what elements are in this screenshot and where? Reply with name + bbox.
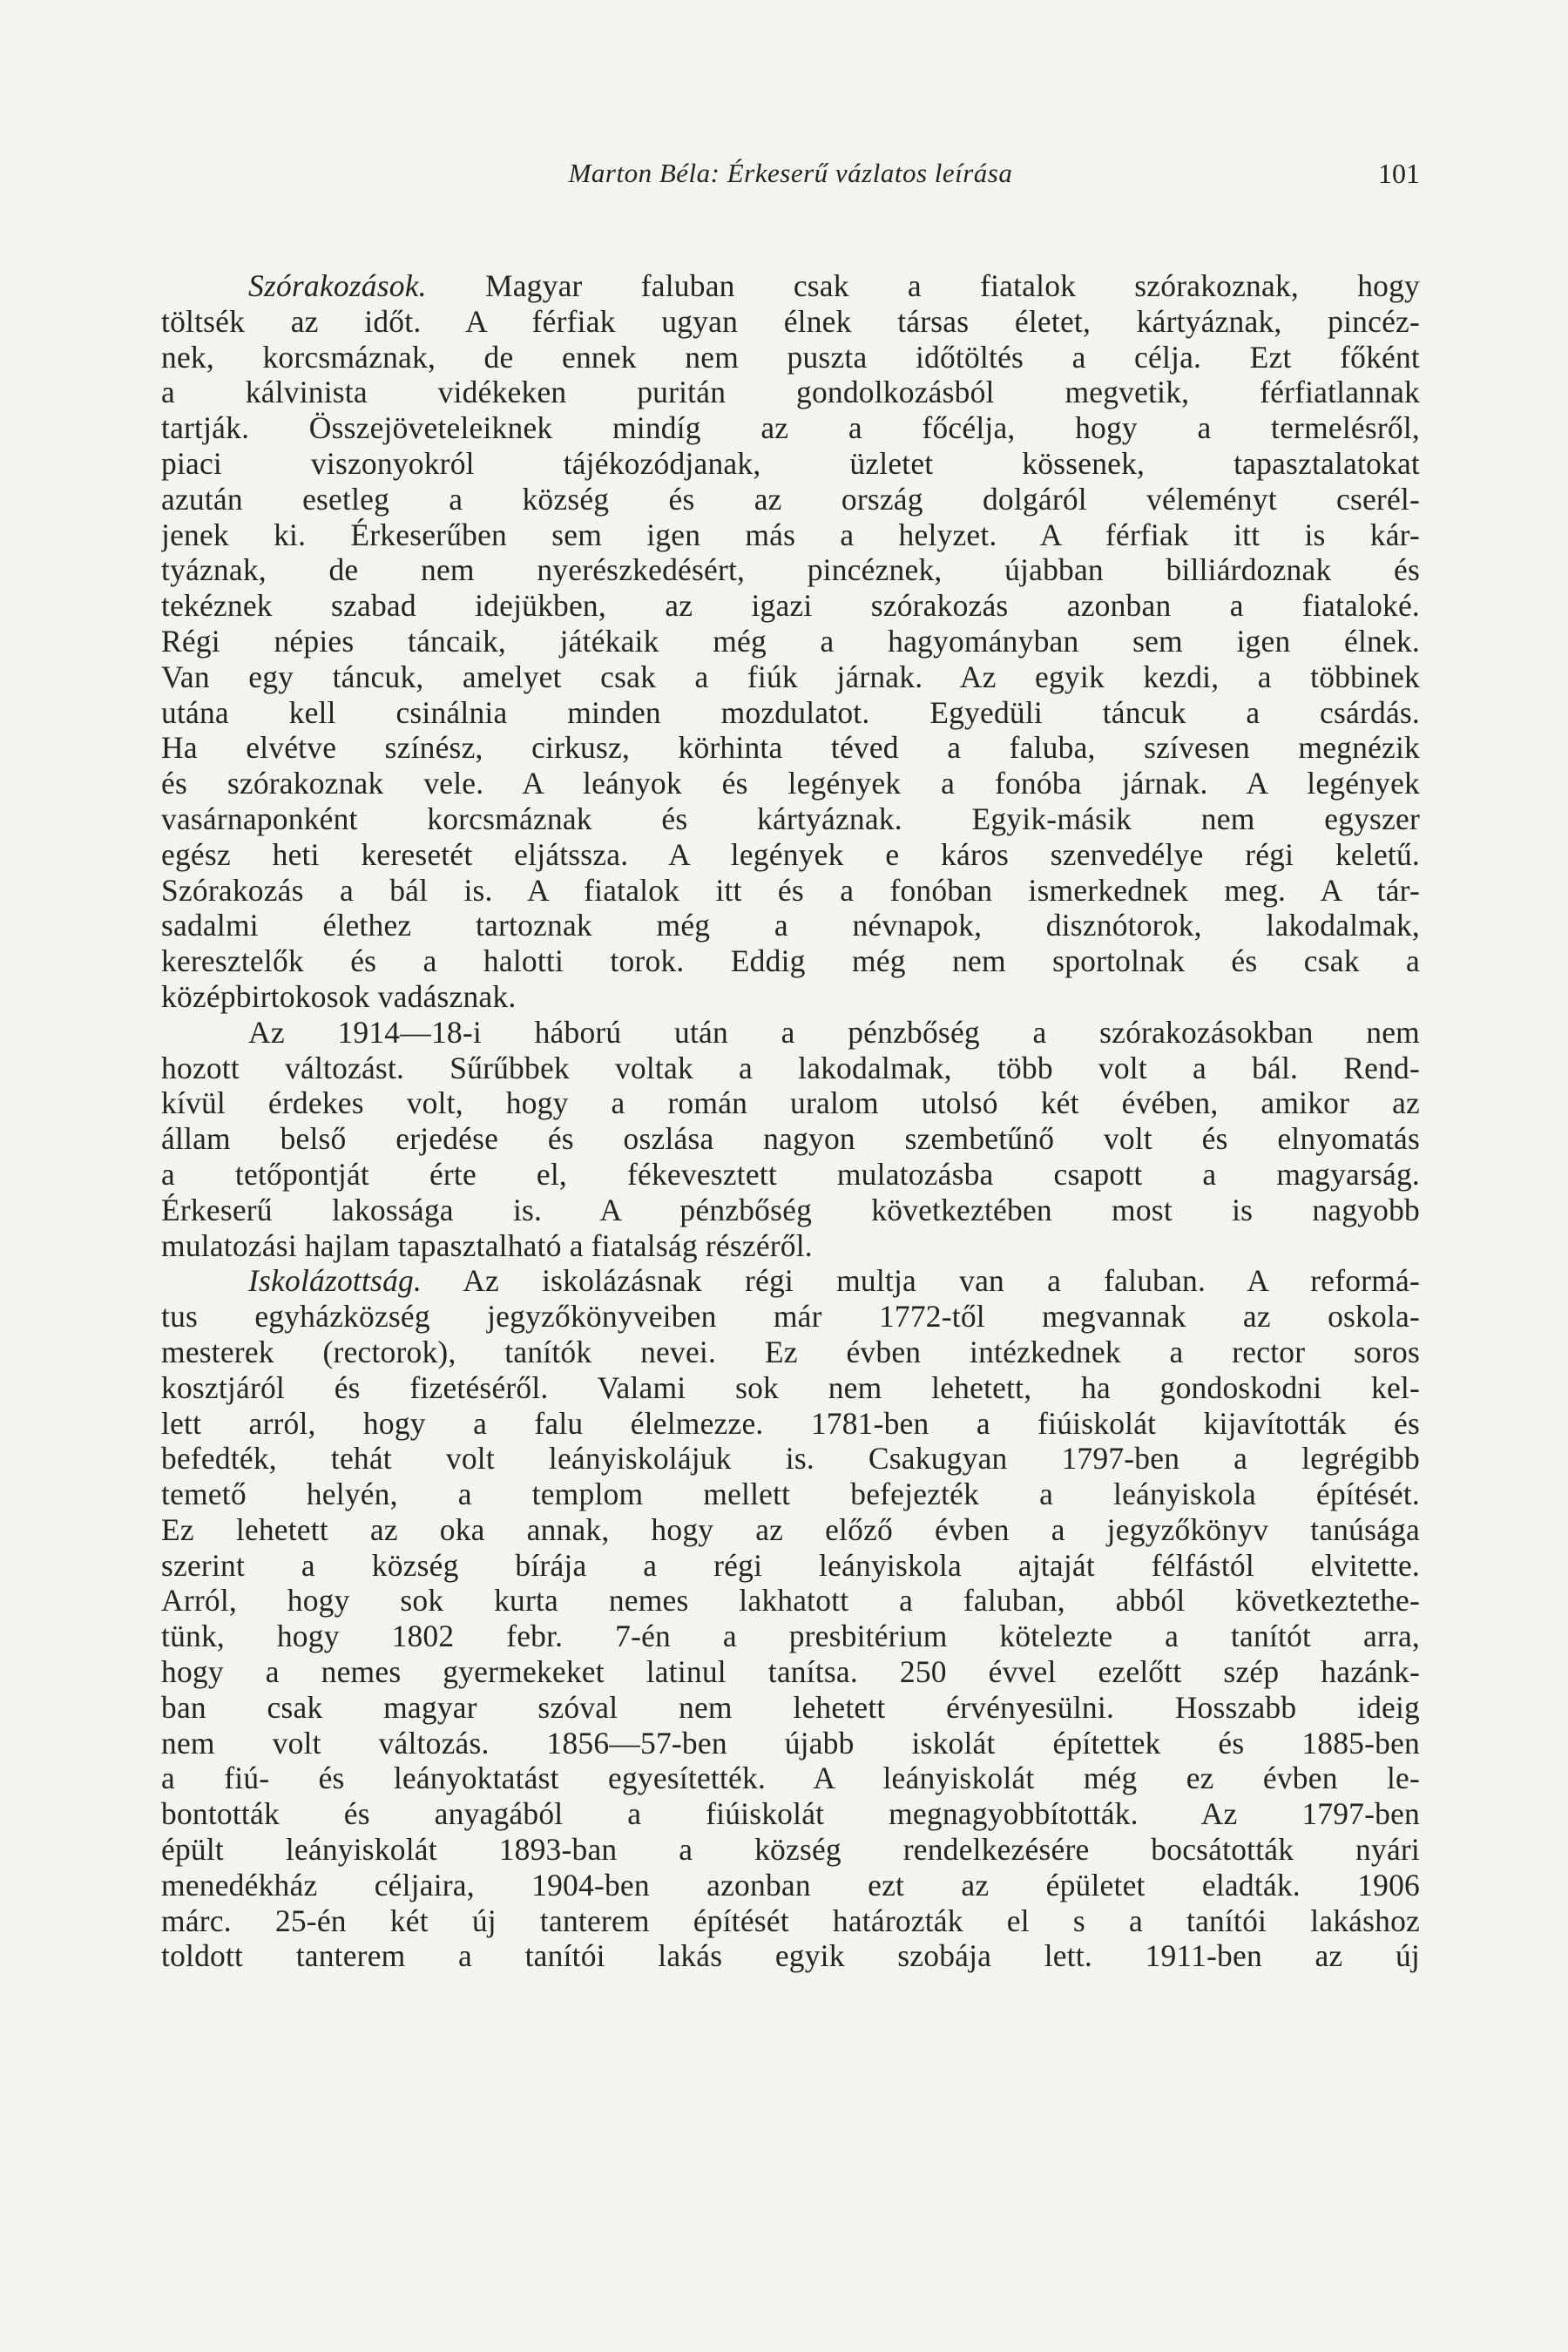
text-line: keresztelők és a halotti torok. Eddig még nem sportolnak és csak a bbox=[161, 943, 1420, 979]
text-line: lett arról, hogy a falu élelmezze. 1781-ben a fiúiskolát kijavították és bbox=[161, 1405, 1420, 1441]
text-line: Van egy táncuk, amelyet csak a fiúk járnak. Az egyik kezdi, a többinek bbox=[161, 659, 1420, 694]
text-line: ban csak magyar szóval nem lehetett érvényesülni. Hosszabb ideig bbox=[161, 1689, 1420, 1725]
text-line: tünk, hogy 1802 febr. 7-én a presbitérium kötelezte a tanítót arra, bbox=[161, 1619, 1420, 1654]
text-line: hozott változást. Sűrűbbek voltak a lakodalmak, több volt a bál. Rend- bbox=[161, 1050, 1420, 1085]
text-line: mulatozási hajlam tapasztalható a fiatalság részéről. bbox=[161, 1227, 813, 1263]
text-line: Ez lehetett az oka annak, hogy az előző évben a jegyzőkönyv tanúsága bbox=[161, 1511, 1420, 1547]
text-line: szerint a község bírája a régi leányiskola ajtaját félfástól elvitette. bbox=[161, 1547, 1420, 1583]
text-line: temető helyén, a templom mellett befejezték a leányiskola építését. bbox=[161, 1477, 1420, 1512]
section-lead: Iskolázottság. bbox=[248, 1263, 422, 1299]
text-line: állam belső erjedése és oszlása nagyon szembetűnő volt és elnyomatás bbox=[161, 1121, 1420, 1157]
text-line: azután esetleg a község és az ország dolgáról véleményt cserél- bbox=[161, 481, 1420, 517]
running-title: Marton Béla: Érkeserű vázlatos leírása bbox=[568, 158, 1013, 188]
text-line: egész heti keresetét eljátssza. A legények e káros szenvedélye régi keletű. bbox=[161, 836, 1420, 872]
body-text bbox=[161, 268, 1420, 1974]
text-line: hogy a nemes gyermekeket latinul tanítsa. 250 évvel ezelőtt szép hazánk- bbox=[161, 1654, 1420, 1690]
text-line: Ha elvétve színész, cirkusz, körhinta téved a faluba, szívesen megnézik bbox=[161, 730, 1420, 766]
text-line: Érkeserű lakossága is. A pénzbőség következtében most is nagyobb bbox=[161, 1192, 1420, 1227]
running-head bbox=[161, 152, 1420, 195]
text-line: nem volt változás. 1856—57-ben újabb iskolát építettek és 1885-ben bbox=[161, 1725, 1420, 1761]
text-line bbox=[161, 268, 1420, 304]
text-line: Szórakozás a bál is. A fiatalok itt és a fonóban ismerkednek meg. A tár- bbox=[161, 872, 1420, 908]
text-line: menedékház céljaira, 1904-ben azonban ezt az épületet eladták. 1906 bbox=[161, 1867, 1420, 1903]
section-lead: Szórakozások. bbox=[248, 268, 427, 303]
text-line: a kálvinista vidékeken puritán gondolkozásból megvetik, férfiatlannak bbox=[161, 375, 1420, 410]
text-line: töltsék az időt. A férfiak ugyan élnek társas életet, kártyáznak, pincéz- bbox=[161, 303, 1420, 339]
text-line: tartják. Összejöveteleiknek mindíg az a főcélja, hogy a termelésről, bbox=[161, 410, 1420, 446]
text-line: Az 1914—18-i háború után a pénzbőség a szórakozásokban nem bbox=[248, 1014, 1420, 1050]
text-line: sadalmi élethez tartoznak még a névnapok, disznótorok, lakodalmak, bbox=[161, 908, 1420, 943]
text-line: jenek ki. Érkeserűben sem igen más a helyzet. A férfiak itt is kár- bbox=[161, 517, 1420, 552]
text-line: tus egyházközség jegyzőkönyveiben már 1772-től megvannak az oskola- bbox=[161, 1299, 1420, 1335]
page-number: 101 bbox=[1378, 158, 1420, 189]
text-line: Arról, hogy sok kurta nemes lakhatott a faluban, abból következtethe- bbox=[161, 1583, 1420, 1619]
text-line: középbirtokosok vadásznak. bbox=[161, 978, 517, 1014]
text-line: befedték, tehát volt leányiskolájuk is. Csakugyan 1797-ben a legrégibb bbox=[161, 1441, 1420, 1477]
text-line: kívül érdekes volt, hogy a román uralom utolsó két évében, amikor az bbox=[161, 1085, 1420, 1121]
text-line: toldott tanterem a tanítói lakás egyik szobája lett. 1911-ben az új bbox=[161, 1938, 1420, 1974]
text-line: nek, korcsmáznak, de ennek nem puszta időtöltés a célja. Ezt főként bbox=[161, 339, 1420, 375]
text-line: bontották és anyagából a fiúiskolát megnagyobbították. Az 1797-ben bbox=[161, 1796, 1420, 1832]
text-line: tyáznak, de nem nyerészkedésért, pincéznek, újabban billiárdoznak és bbox=[161, 552, 1420, 588]
text-line: és szórakoznak vele. A leányok és legények a fonóba járnak. A legények bbox=[161, 766, 1420, 801]
text-line: épült leányiskolát 1893-ban a község rendelkezésére bocsátották nyári bbox=[161, 1832, 1420, 1868]
text-line-rest: Magyar faluban csak a fiatalok szórakoznak, hogy bbox=[426, 268, 1420, 303]
text-line: Régi népies táncaik, játékaik még a hagyományban sem igen élnek. bbox=[161, 623, 1420, 659]
text-line: utána kell csinálnia minden mozdulatot. Egyedüli táncuk a csárdás. bbox=[161, 694, 1420, 730]
text-line: piaci viszonyokról tájékozódjanak, üzletet kössenek, tapasztalatokat bbox=[161, 445, 1420, 481]
text-line: kosztjáról és fizetéséről. Valami sok nem lehetett, ha gondoskodni kel- bbox=[161, 1369, 1420, 1405]
text-line bbox=[161, 1263, 1420, 1299]
text-line: tekéznek szabad idejükben, az igazi szórakozás azonban a fiataloké. bbox=[161, 588, 1420, 624]
text-line: a fiú- és leányoktatást egyesítették. A leányiskolát még ez évben le- bbox=[161, 1761, 1420, 1796]
text-line: vasárnaponként korcsmáznak és kártyáznak. Egyik-másik nem egyszer bbox=[161, 801, 1420, 836]
text-line: a tetőpontját érte el, fékevesztett mulatozásba csapott a magyarság. bbox=[161, 1156, 1420, 1192]
text-line: mesterek (rectorok), tanítók nevei. Ez évben intézkednek a rector soros bbox=[161, 1334, 1420, 1369]
text-line-rest: Az iskolázásnak régi multja van a faluban. A reformá- bbox=[422, 1263, 1420, 1299]
text-line: márc. 25-én két új tanterem építését határozták el s a tanítói lakáshoz bbox=[161, 1903, 1420, 1938]
